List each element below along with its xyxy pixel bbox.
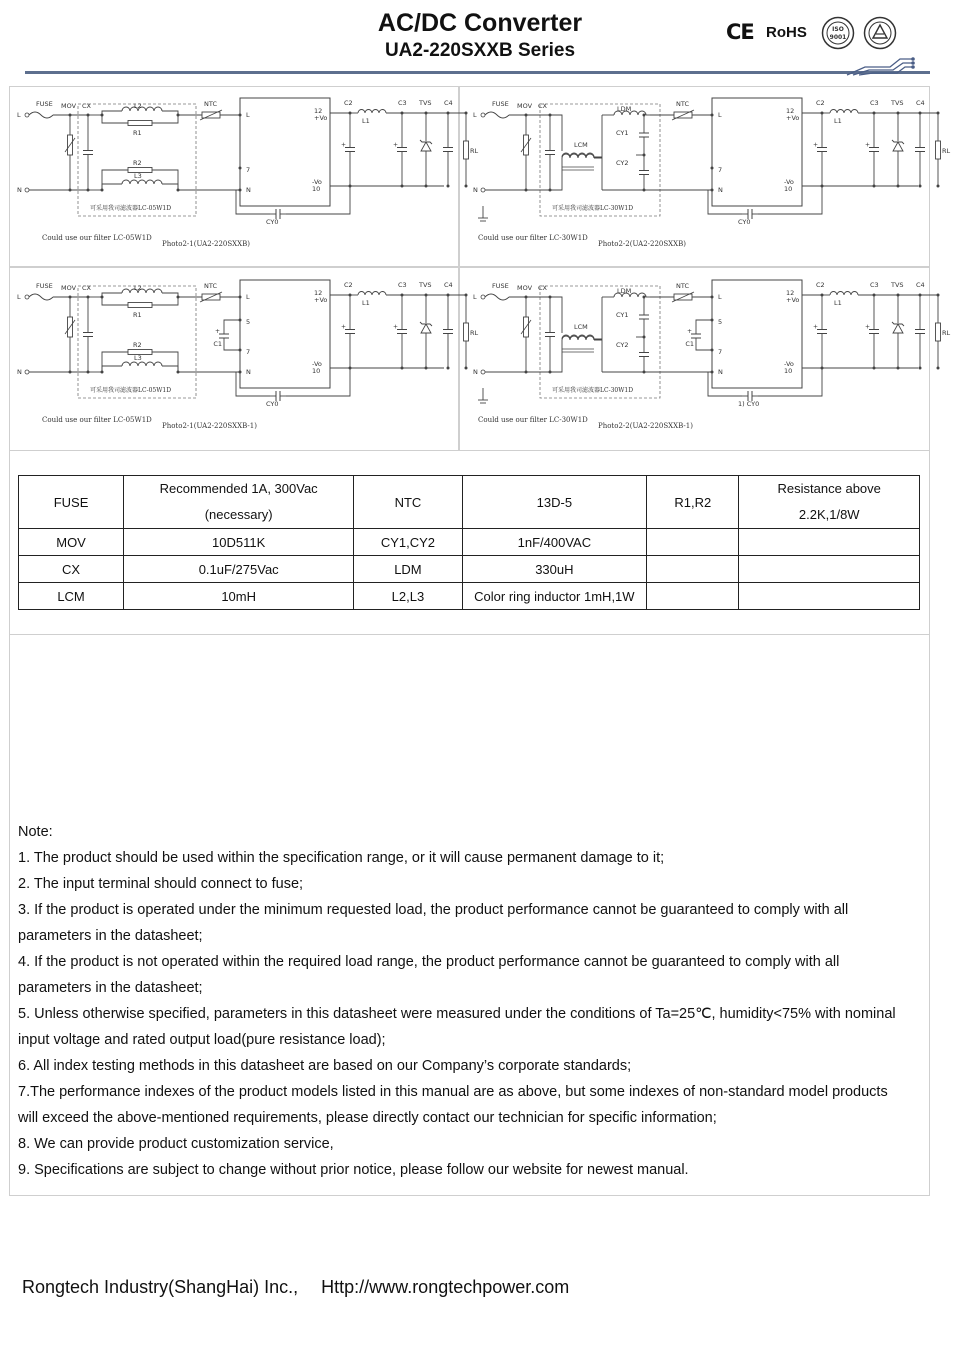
diagram-label: CY0 (266, 218, 279, 226)
diagram-label: L (473, 111, 477, 119)
schematic-svg (12, 90, 479, 262)
terminal (481, 113, 485, 117)
varistor-slash (65, 138, 75, 152)
diagram-caption: Could use our filter LC-05W1D (42, 416, 152, 424)
wire (594, 158, 602, 190)
fuse (29, 294, 53, 300)
tvs-diode (421, 142, 431, 151)
diagram-label: L (718, 293, 722, 301)
wire (550, 115, 562, 151)
wire (102, 366, 122, 372)
note-line: parameters in the datasheet; (18, 928, 203, 944)
diagram-label: C2 (816, 281, 825, 289)
terminal (25, 113, 29, 117)
resistor (128, 121, 152, 126)
diagram-label: +Vo (314, 114, 328, 122)
table-cell: 0.1uF/275Vac (124, 556, 354, 583)
wire (102, 184, 122, 190)
diagram-label: L (718, 111, 722, 119)
note-line: parameters in the datasheet; (18, 980, 203, 996)
note-line: 4. If the product is not operated within the required load range, the product performance cannot be guaranteed to comply with all (18, 954, 840, 970)
note-line: 8. We can provide product customization service, (18, 1136, 334, 1152)
schematic-group (473, 98, 951, 248)
diagram-label: FUSE (36, 100, 53, 108)
inductor-coil (122, 180, 162, 184)
wire (102, 297, 128, 305)
circuit-schematic (12, 272, 479, 444)
diagram-label: L (17, 293, 21, 301)
terminal (481, 370, 485, 374)
wire (162, 366, 178, 372)
notes-section (18, 819, 930, 1183)
diagram-label: + (687, 328, 693, 335)
diagram-label: + (865, 141, 871, 149)
table-cell: 10mH (124, 583, 354, 610)
wire (224, 320, 240, 330)
diagram-label: L2 (134, 102, 142, 110)
diagram-label: + (393, 141, 399, 149)
table-cell: R1,R2 (647, 476, 739, 529)
diagram-label: FUSE (492, 282, 509, 290)
diagram-label: L (17, 111, 21, 119)
ce-mark: CE (726, 20, 754, 44)
diagram-label: 7 (246, 166, 251, 174)
diagram-label: -Vo (784, 360, 794, 368)
terminal (25, 370, 29, 374)
diagram-label: 12 (314, 107, 323, 115)
junction-dot (239, 167, 242, 170)
diagram-label: L1 (834, 117, 842, 125)
table-cell: L2,L3 (354, 583, 462, 610)
diagram-label: 5 (718, 318, 723, 326)
diagram-label: +Vo (786, 296, 800, 304)
diagram-label: NTC (204, 282, 217, 290)
diagram-label: L1 (362, 117, 370, 125)
diagram-label: NTC (676, 100, 689, 108)
circuit-diagram-photo2-1-b (12, 272, 479, 444)
diagram-label: MOV (517, 284, 533, 292)
table-cell (739, 556, 920, 583)
junction-dot (711, 114, 714, 117)
diagram-label: C3 (870, 281, 879, 289)
diagram-label: L3 (134, 354, 142, 362)
iso-seal-icon (821, 16, 855, 50)
table-cell: CX (19, 556, 124, 583)
diagram-label: R1 (133, 311, 142, 319)
wire (550, 158, 562, 190)
terminal (481, 295, 485, 299)
table-row (19, 476, 920, 529)
wire (152, 170, 178, 190)
inductor-coil (830, 110, 858, 114)
diagram-label: C2 (344, 99, 353, 107)
diagram-caption: Photo2-2(UA2-220SXXB-1) (598, 422, 693, 430)
diagram-label: -Vo (312, 178, 322, 186)
varistor-slash (65, 320, 75, 334)
filter-box (540, 286, 660, 398)
tvs-diode (421, 324, 431, 333)
diagram-label: +Vo (786, 114, 800, 122)
wire (102, 293, 122, 297)
wire (224, 342, 240, 350)
diagram-label: MOV (517, 102, 533, 110)
note-line: 9. Specifications are subject to change without prior notice, please follow our website for newest manual. (18, 1162, 689, 1178)
filter-label: 可采用我司滤波器LC-05W1D (90, 205, 172, 212)
diagram-label: 12 (786, 107, 795, 115)
wire (152, 115, 178, 123)
diagram-label: RL (470, 147, 479, 155)
diagram-label: 7 (718, 166, 723, 174)
junction-dot (239, 114, 242, 117)
table-cell (647, 529, 739, 556)
diagram-label: CY0 (738, 218, 751, 226)
diagram-label: 5 (246, 318, 251, 326)
ntc-slash (672, 110, 694, 120)
schematic-svg (468, 90, 951, 262)
wire (102, 111, 122, 115)
filter-label: 可采用我司滤波器LC-30W1D (552, 205, 634, 212)
circuit-schematic (12, 90, 479, 262)
diagram-label: NTC (676, 282, 689, 290)
svg-text:9001: 9001 (829, 34, 847, 41)
diagram-label: R2 (133, 341, 142, 349)
table-cell: 10D511K (124, 529, 354, 556)
diagram-label: LDM (617, 105, 632, 113)
wire (152, 352, 178, 372)
diagram-label: C4 (444, 281, 453, 289)
diagram-label: CX (82, 102, 91, 110)
diagram-divider-horizontal (10, 266, 929, 268)
diagram-label: 10 (312, 185, 321, 193)
note-line: input voltage and rated output load(pure resistance load); (18, 1032, 386, 1048)
wire (550, 340, 562, 372)
diagram-label: CX (538, 284, 547, 292)
tvs-diode (893, 142, 903, 151)
diagram-label: + (341, 323, 347, 331)
svg-text:ISO: ISO (832, 26, 844, 33)
diagram-label: MOV (61, 284, 77, 292)
inductor-coil (830, 292, 858, 296)
varistor-slash (521, 320, 531, 334)
table-cell: MOV (19, 529, 124, 556)
diagram-label: CX (538, 102, 547, 110)
resistor (128, 303, 152, 308)
page-subtitle: UA2-220SXXB Series (384, 40, 576, 61)
table-row (19, 556, 920, 583)
diagram-label: +Vo (314, 296, 328, 304)
diagram-label: R2 (133, 159, 142, 167)
rohs-mark: RoHS (766, 24, 807, 41)
tvs-diode (893, 324, 903, 333)
certification-marks (726, 16, 901, 52)
filter-label: 可采用我司滤波器LC-05W1D (90, 387, 172, 394)
wire (102, 115, 128, 123)
diagram-label: FUSE (36, 282, 53, 290)
header-divider (25, 71, 930, 74)
diagram-label: FUSE (492, 100, 509, 108)
diagram-label: C1 (213, 340, 222, 348)
diagram-label: 7 (718, 348, 723, 356)
diagram-label: N (718, 186, 723, 194)
diagram-label: N (246, 368, 251, 376)
wire (594, 115, 602, 157)
website-link[interactable]: Http://www.rongtechpower.com (321, 1277, 570, 1297)
diagram-label: + (813, 141, 819, 149)
diagram-label: RL (942, 147, 951, 155)
table-cell (647, 556, 739, 583)
terminal (25, 295, 29, 299)
diagram-label: MOV (61, 102, 77, 110)
diagram-label: L1 (362, 299, 370, 307)
table-cell: FUSE (19, 476, 124, 529)
table-cell (739, 583, 920, 610)
resistor (936, 141, 941, 159)
table-cell (739, 529, 920, 556)
inductor-coil (358, 110, 386, 114)
diagram-caption: Could use our filter LC-30W1D (478, 416, 588, 424)
diagram-label: 12 (314, 289, 323, 297)
diagram-label: C4 (916, 99, 925, 107)
wire (162, 184, 178, 190)
diagram-label: C4 (916, 281, 925, 289)
table-cell: 330uH (462, 556, 647, 583)
wire (696, 342, 712, 350)
diagram-label: C3 (870, 99, 879, 107)
inductor-coil (358, 292, 386, 296)
diagram-label: CY1 (616, 311, 629, 319)
filter-box (540, 104, 660, 216)
terminal (481, 188, 485, 192)
diagram-label: TVS (891, 281, 904, 289)
inductor-coil (122, 289, 162, 293)
diagram-label: RL (942, 329, 951, 337)
diagram-label: LDM (617, 287, 632, 295)
table-cell: Color ring inductor 1mH,1W (462, 583, 647, 610)
diagram-label: L (246, 293, 250, 301)
diagram-label: CX (82, 284, 91, 292)
diagram-label: CY0 (266, 400, 279, 408)
diagram-label: -Vo (312, 360, 322, 368)
circuit-schematic (468, 272, 951, 444)
circuit-diagram-photo2-2-b (468, 272, 951, 444)
table-row (19, 529, 920, 556)
diagram-label: L2 (134, 284, 142, 292)
note-line: will exceed the above-mentioned requirements, please directly contact our technician for specific information; (18, 1110, 717, 1126)
junction-dot (239, 296, 242, 299)
diagram-divider-vertical (458, 87, 460, 450)
diagram-label: C2 (816, 99, 825, 107)
table-cell: LCM (19, 583, 124, 610)
table-cell: CY1,CY2 (354, 529, 462, 556)
fuse (29, 112, 53, 118)
diagram-caption: Could use our filter LC-30W1D (478, 234, 588, 242)
junction-dot (711, 296, 714, 299)
diagram-label: + (865, 323, 871, 331)
diagram-label: TVS (419, 99, 432, 107)
diagram-label: 10 (312, 367, 321, 375)
varistor-slash (521, 138, 531, 152)
inductor-coil (122, 107, 162, 111)
diagram-label: LCM (574, 141, 588, 149)
diagram-caption: Photo2-1(UA2-220SXXB-1) (162, 422, 257, 430)
circuit-trace-icon (845, 55, 915, 77)
schematic-svg (12, 272, 479, 444)
diagram-label: N (718, 368, 723, 376)
component-spec-table (18, 475, 920, 610)
inductor-coil (122, 362, 162, 366)
diagram-label: + (215, 328, 221, 335)
table-cell: LDM (354, 556, 462, 583)
terminal (25, 188, 29, 192)
schematic-svg (468, 272, 951, 444)
diagram-label: 1) CY0 (738, 400, 760, 408)
table-cell (647, 583, 739, 610)
diagram-label: N (473, 186, 478, 194)
note-line: 3. If the product is operated under the minimum requested load, the product performance cannot be guaranteed to comply with all (18, 902, 849, 918)
diagram-label: 7 (246, 348, 251, 356)
note-line: 2. The input terminal should connect to fuse; (18, 876, 304, 892)
circuit-diagram-photo2-2 (468, 90, 951, 262)
diagram-label: -Vo (784, 178, 794, 186)
diagram-label: NTC (204, 100, 217, 108)
resistor (936, 323, 941, 341)
diagram-label: 10 (784, 367, 793, 375)
diagram-label: TVS (891, 99, 904, 107)
diagram-label: R1 (133, 129, 142, 137)
fuse (485, 112, 509, 118)
schematic-group (17, 98, 479, 248)
wire (550, 297, 562, 333)
diagram-label: LCM (574, 323, 588, 331)
table-cell: Recommended 1A, 300Vac (necessary) (124, 476, 354, 529)
diagram-label: CY1 (616, 129, 629, 137)
diagram-label: C3 (398, 99, 407, 107)
table-cell: NTC (354, 476, 462, 529)
table-row (19, 583, 920, 610)
diagram-label: L1 (834, 299, 842, 307)
certification-seal-icon (863, 16, 897, 50)
filter-label: 可采用我司滤波器LC-30W1D (552, 387, 634, 394)
circuit-diagram-photo2-1 (12, 90, 479, 262)
diagram-label: N (246, 186, 251, 194)
note-line: 7.The performance indexes of the product models listed in this manual are as above, but some indexes of non-standard model products (18, 1084, 888, 1100)
wire (594, 340, 602, 372)
diagram-label: N (17, 186, 22, 194)
diagram-label: C1 (685, 340, 694, 348)
wire (696, 320, 712, 330)
fuse (485, 294, 509, 300)
diagram-label: CY2 (616, 341, 629, 349)
ntc-slash (200, 292, 222, 302)
diagram-label: 10 (784, 185, 793, 193)
ntc-slash (672, 292, 694, 302)
note-line: 1. The product should be used within the specification range, or it will cause permanent damage to it; (18, 850, 665, 866)
ntc-slash (200, 110, 222, 120)
diagram-caption: Photo2-1(UA2-220SXXB) (162, 240, 251, 248)
wire (162, 293, 178, 297)
note-line: 6. All index testing methods in this datasheet are based on our Company’s corporate standards; (18, 1058, 632, 1074)
schematic-group (473, 280, 951, 430)
page-title: AC/DC Converter (377, 9, 583, 37)
table-cell: 13D-5 (462, 476, 647, 529)
diagram-label: C4 (444, 99, 453, 107)
wire (162, 111, 178, 115)
diagram-label: C2 (344, 281, 353, 289)
diagram-label: + (341, 141, 347, 149)
wire (152, 297, 178, 305)
diagram-caption: Photo2-2(UA2-220SXXB) (598, 240, 687, 248)
junction-dot (711, 167, 714, 170)
diagram-label: TVS (419, 281, 432, 289)
diagram-label: L3 (134, 172, 142, 180)
notes-heading: Note: (18, 824, 53, 840)
diagram-label: N (17, 368, 22, 376)
diagram-label: N (473, 368, 478, 376)
diagram-label: + (393, 323, 399, 331)
table-cell: 1nF/400VAC (462, 529, 647, 556)
diagram-label: C3 (398, 281, 407, 289)
diagram-label: 12 (786, 289, 795, 297)
schematic-group (17, 280, 479, 430)
company-name: Rongtech Industry(ShangHai) Inc., (22, 1277, 299, 1297)
diagram-label: L (246, 111, 250, 119)
diagram-label: L (473, 293, 477, 301)
wire (594, 297, 602, 339)
table-cell: Resistance above 2.2K,1/8W (739, 476, 920, 529)
diagram-label: CY2 (616, 159, 629, 167)
diagram-caption: Could use our filter LC-05W1D (42, 234, 152, 242)
footer (22, 1277, 587, 1298)
note-line: 5. Unless otherwise specified, parameters in this datasheet were measured under the conditions of Ta=25℃, humidity<75% with nominal (18, 1006, 896, 1022)
diagram-label: + (813, 323, 819, 331)
circuit-schematic (468, 90, 951, 262)
diagram-label: RL (470, 329, 479, 337)
